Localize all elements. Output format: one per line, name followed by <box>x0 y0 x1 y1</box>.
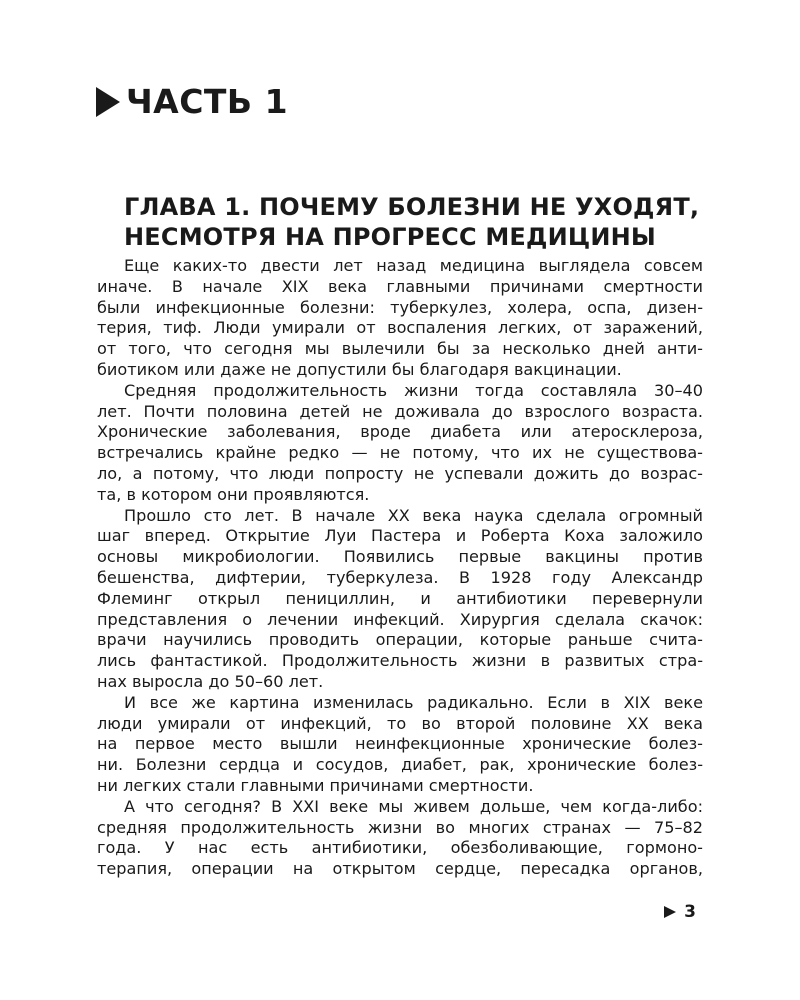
text-line: Прошло сто лет. В начале XX века наука сделала огромный <box>124 505 703 525</box>
paragraph <box>97 256 703 381</box>
text-line: нах выросла до 50–60 лет. <box>97 671 324 691</box>
paragraph <box>97 506 703 693</box>
text-line: биотиком или даже не допустили бы благодаря вакцинации. <box>97 359 622 379</box>
text-line: врачи научились проводить операции, которые раньше счита- <box>97 630 703 650</box>
text-line: от того, что сегодня мы вылечили бы за несколько дней анти- <box>97 339 703 359</box>
chapter-title <box>124 192 724 252</box>
text-line: Хронические заболевания, вроде диабета или атеросклероза, <box>97 422 703 442</box>
play-triangle-icon <box>96 87 120 117</box>
text-line: Флеминг открыл пенициллин, и антибиотики перевернули <box>97 588 703 608</box>
text-line: иначе. В начале XIX века главными причинами смертности <box>97 276 703 296</box>
paragraph <box>97 381 703 506</box>
text-line: терия, тиф. Люди умирали от воспаления легких, от заражений, <box>97 318 703 338</box>
body-text <box>97 256 703 880</box>
text-line: ни легких стали главными причинами смертности. <box>97 775 534 795</box>
chapter-title-line: НЕСМОТРЯ НА ПРОГРЕСС МЕДИЦИНЫ <box>124 223 656 251</box>
text-line: люди умирали от инфекций, то во второй половине XX века <box>97 713 703 733</box>
text-line: встречались крайне редко — не потому, что их не существова- <box>97 443 703 463</box>
text-line: шаг вперед. Открытие Луи Пастера и Роберта Коха заложило <box>97 526 703 546</box>
page-number: 3 <box>684 902 696 922</box>
text-line: бешенства, дифтерии, туберкулеза. В 1928 году Александр <box>97 567 703 587</box>
paragraph <box>97 693 703 797</box>
text-line: ло, а потому, что люди попросту не успевали дожить до возрас- <box>97 463 703 483</box>
part-title: ЧАСТЬ 1 <box>126 82 289 121</box>
text-line: основы микробиологии. Появились первые вакцины против <box>97 547 703 567</box>
paragraph <box>97 797 703 880</box>
text-line: средняя продолжительность жизни во многих странах — 75–82 <box>97 817 703 837</box>
text-line: лет. Почти половина детей не доживала до взрослого возраста. <box>97 401 703 421</box>
text-line: терапия, операции на открытом сердце, пересадка органов, <box>97 859 703 879</box>
play-triangle-icon <box>664 906 676 918</box>
text-line: А что сегодня? В XXI веке мы живем дольше, чем когда-либо: <box>124 796 703 816</box>
text-line: Еще каких-то двести лет назад медицина выглядела совсем <box>124 256 703 275</box>
page-footer <box>664 902 696 922</box>
text-line: лись фантастикой. Продолжительность жизни в развитых стра- <box>97 651 703 671</box>
text-line: та, в котором они проявляются. <box>97 484 370 504</box>
text-line: представления о лечении инфекций. Хирургия сделала скачок: <box>97 609 703 629</box>
text-line: ни. Болезни сердца и сосудов, диабет, рак, хронические болез- <box>97 755 703 775</box>
text-line: Средняя продолжительность жизни тогда составляла 30–40 <box>124 380 703 400</box>
text-line: года. У нас есть антибиотики, обезболивающие, гормоно- <box>97 838 703 858</box>
text-line: И все же картина изменилась радикально. Если в XIX веке <box>124 692 703 712</box>
chapter-title-line: ГЛАВА 1. ПОЧЕМУ БОЛЕЗНИ НЕ УХОДЯТ, <box>124 193 700 221</box>
part-header <box>96 80 288 124</box>
text-line: на первое место вышли неинфекционные хронические болез- <box>97 734 703 754</box>
text-line: были инфекционные болезни: туберкулез, холера, оспа, дизен- <box>97 297 703 317</box>
